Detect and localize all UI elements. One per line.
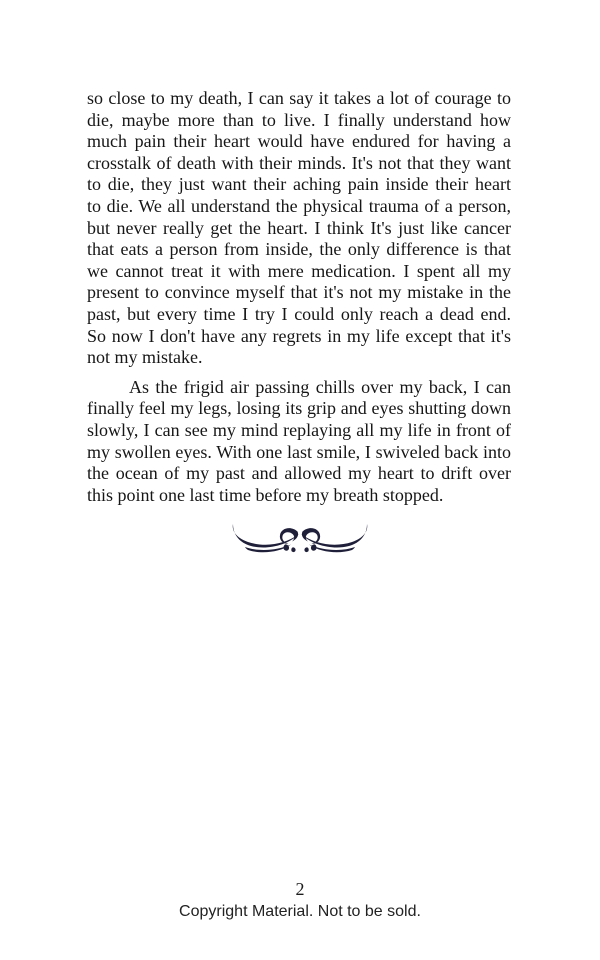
text-line: the ocean of my past and allowed my heart to drift over [87,463,511,484]
paragraph-2 [87,377,511,507]
scene-break-flourish-icon [230,521,370,554]
text-line: but never really get the heart. I think It's just like cancer [87,217,511,238]
text-line: so close to my death, I can say it takes a lot of courage to [87,88,511,108]
text-line: So now I don't have any regrets in my life except that it's [87,325,511,346]
text-line: As the frigid air passing chills over my back, I can [129,376,511,397]
text-line: slowly, I can see my mind replaying all my life in front of [87,419,511,440]
paragraph-1 [87,88,511,369]
text-line: much pain their heart would have endured for having a [87,131,511,152]
page-body-text [87,88,511,514]
text-line: to die, they just want their aching pain inside their heart [87,174,511,195]
text-line: we cannot treat it with mere medication. I spent all my [87,260,511,281]
text-line: past, but every time I try I could only reach a dead end. [87,303,511,324]
text-line: this point one last time before my breath stopped. [87,484,444,505]
copyright-notice: Copyright Material. Not to be sold. [179,903,421,920]
text-line: my swollen eyes. With one last smile, I swiveled back into [87,441,511,462]
text-line: crosstalk of death with their minds. It's not that they want [87,152,511,173]
text-line: die, maybe more than to live. I finally understand how [87,109,511,130]
text-line: finally feel my legs, losing its grip and eyes shutting down [87,398,511,419]
text-line: present to convince myself that it's not my mistake in the [87,282,511,303]
text-line: that eats a person from inside, the only difference is that [87,239,511,260]
text-line: to die. We all understand the physical trauma of a person, [87,195,511,216]
page-number: 2 [295,879,305,899]
text-line: not my mistake. [87,347,203,368]
